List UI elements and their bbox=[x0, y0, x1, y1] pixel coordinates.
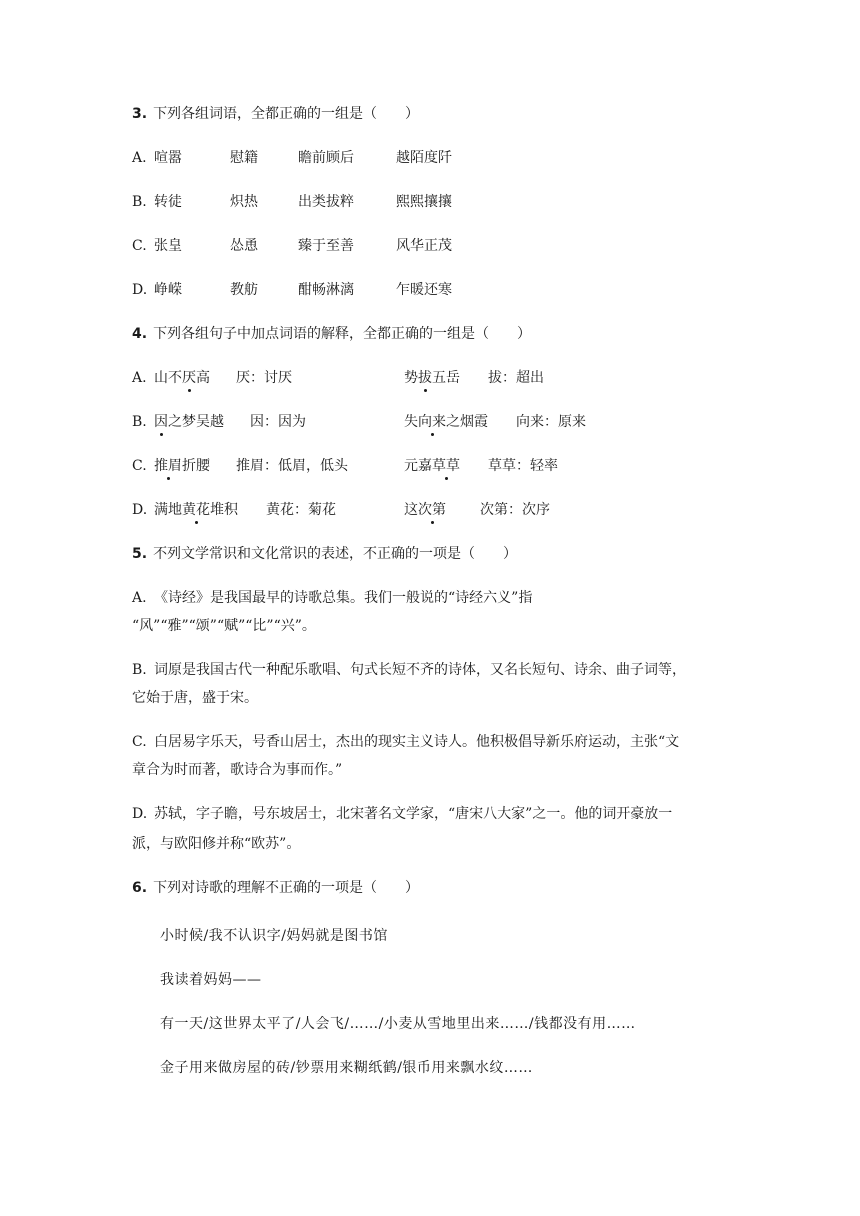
option-label: B. bbox=[132, 662, 147, 678]
option-label: C. bbox=[132, 734, 147, 750]
gloss-right: 向来：原来 bbox=[516, 414, 586, 430]
poem-line: 金子用来做房屋的砖/钞票用来糊纸鹤/银币用来飘水纹…… bbox=[160, 1060, 533, 1076]
sentence-left bbox=[154, 368, 210, 388]
dotted-word: 因 bbox=[154, 414, 168, 430]
option-word: 喧嚣 bbox=[154, 150, 182, 166]
sentence-left bbox=[154, 412, 224, 432]
sentence-text: 五岳 bbox=[432, 370, 460, 386]
question-4-stem bbox=[132, 324, 531, 344]
option-label: A. bbox=[132, 590, 147, 606]
question-text: 不列文学常识和文化常识的表述，不正确的一项是（ ） bbox=[153, 546, 518, 562]
option-word: 出类拔粹 bbox=[298, 194, 354, 210]
option-word: 熙熙攘攘 bbox=[396, 194, 452, 210]
sentence-text: 这 bbox=[404, 502, 418, 518]
option-word: 慰籍 bbox=[230, 150, 258, 166]
option-line bbox=[132, 732, 679, 752]
dotted-word: 拔 bbox=[418, 370, 432, 386]
dotted-word: 次第 bbox=[418, 502, 446, 518]
sentence-right bbox=[404, 412, 488, 432]
sentence-text: 堆积 bbox=[210, 502, 238, 518]
option-word: 风华正茂 bbox=[396, 238, 452, 254]
question-number: 4. bbox=[132, 326, 148, 342]
dotted-word: 向来 bbox=[418, 414, 446, 430]
option-word: 炽热 bbox=[230, 194, 258, 210]
option-word: 臻于至善 bbox=[298, 238, 354, 254]
sentence-right bbox=[404, 368, 460, 388]
question-text: 下列各组词语，全都正确的一组是（ ） bbox=[153, 106, 420, 122]
gloss-right: 拔：超出 bbox=[488, 370, 544, 386]
option-text: 它始于唐，盛于宋。 bbox=[132, 690, 258, 706]
sentence-text: 之梦吴越 bbox=[168, 414, 224, 430]
option-label: B. bbox=[132, 414, 147, 430]
sentence-text: 失 bbox=[404, 414, 418, 430]
question-3-stem bbox=[132, 104, 419, 124]
poem-line: 有一天/这世界太平了/人会飞/……/小麦从雪地里出来……/钱都没有用…… bbox=[160, 1016, 636, 1032]
question-number: 5. bbox=[132, 546, 148, 562]
poem-line: 小时候/我不认识字/妈妈就是图书馆 bbox=[160, 928, 388, 944]
option-label: D. bbox=[132, 806, 148, 822]
option-text: 章合为时而著，歌诗合为事而作。” bbox=[132, 762, 343, 778]
option-word: 峥嵘 bbox=[154, 282, 182, 298]
option-word: 瞻前顾后 bbox=[298, 150, 354, 166]
option-text: “风”“雅”“颂”“赋”“比”“兴”。 bbox=[132, 618, 316, 634]
option-label: C. bbox=[132, 458, 147, 474]
option-label: B. bbox=[132, 194, 147, 210]
option-text: 派，与欧阳修并称“欧苏”。 bbox=[132, 836, 301, 852]
option-label: D. bbox=[132, 282, 148, 298]
sentence-text: 满地 bbox=[154, 502, 182, 518]
option-label: D. bbox=[132, 502, 148, 518]
dotted-word: 黄花 bbox=[182, 502, 210, 518]
option-text: 苏轼，字子瞻，号东坡居士，北宋著名文学家，“唐宋八大家”之一。他的词开豪放一 bbox=[154, 806, 673, 822]
sentence-text: 折腰 bbox=[182, 458, 210, 474]
question-6-stem bbox=[132, 878, 419, 898]
dotted-word: 草草 bbox=[432, 458, 460, 474]
gloss-left: 黄花：菊花 bbox=[266, 502, 336, 518]
sentence-left bbox=[154, 500, 238, 520]
gloss-left: 厌：讨厌 bbox=[236, 370, 292, 386]
sentence-text: 之烟霞 bbox=[446, 414, 488, 430]
sentence-text: 山不 bbox=[154, 370, 182, 386]
question-text: 下列对诗歌的理解不正确的一项是（ ） bbox=[153, 880, 420, 896]
sentence-text: 势 bbox=[404, 370, 418, 386]
question-5-stem bbox=[132, 544, 517, 564]
dotted-word: 厌 bbox=[182, 370, 196, 386]
sentence-right bbox=[404, 456, 460, 476]
option-text: 白居易字乐天，号香山居士，杰出的现实主义诗人。他积极倡导新乐府运动，主张“文 bbox=[154, 734, 680, 750]
gloss-right: 次第：次序 bbox=[480, 502, 550, 518]
gloss-right: 草草：轻率 bbox=[488, 458, 558, 474]
option-text: 词原是我国古代一种配乐歌唱、句式长短不齐的诗体，又名长短句、诗余、曲子词等， bbox=[154, 662, 686, 678]
option-line bbox=[132, 804, 672, 824]
option-word: 越陌度阡 bbox=[396, 150, 452, 166]
poem-line: 我读着妈妈—— bbox=[160, 972, 262, 988]
sentence-left bbox=[154, 456, 210, 476]
sentence-text: 元嘉 bbox=[404, 458, 432, 474]
question-number: 6. bbox=[132, 880, 148, 896]
option-word: 乍暖还寒 bbox=[396, 282, 452, 298]
gloss-left: 因：因为 bbox=[250, 414, 306, 430]
dotted-word: 推眉 bbox=[154, 458, 182, 474]
option-label: A. bbox=[132, 370, 147, 386]
option-word: 怂恿 bbox=[230, 238, 258, 254]
option-line bbox=[132, 588, 532, 608]
option-label: A. bbox=[132, 150, 147, 166]
option-word: 转徒 bbox=[154, 194, 182, 210]
gloss-left: 推眉：低眉，低头 bbox=[236, 458, 348, 474]
option-line bbox=[132, 660, 686, 680]
question-text: 下列各组句子中加点词语的解释，全都正确的一组是（ ） bbox=[153, 326, 532, 342]
sentence-text: 高 bbox=[196, 370, 210, 386]
question-number: 3. bbox=[132, 106, 148, 122]
option-word: 张皇 bbox=[154, 238, 182, 254]
option-label: C. bbox=[132, 238, 147, 254]
option-word: 教舫 bbox=[230, 282, 258, 298]
option-word: 酣畅淋漓 bbox=[298, 282, 354, 298]
option-text: 《诗经》是我国最早的诗歌总集。我们一般说的“诗经六义”指 bbox=[154, 590, 533, 606]
sentence-right bbox=[404, 500, 446, 520]
